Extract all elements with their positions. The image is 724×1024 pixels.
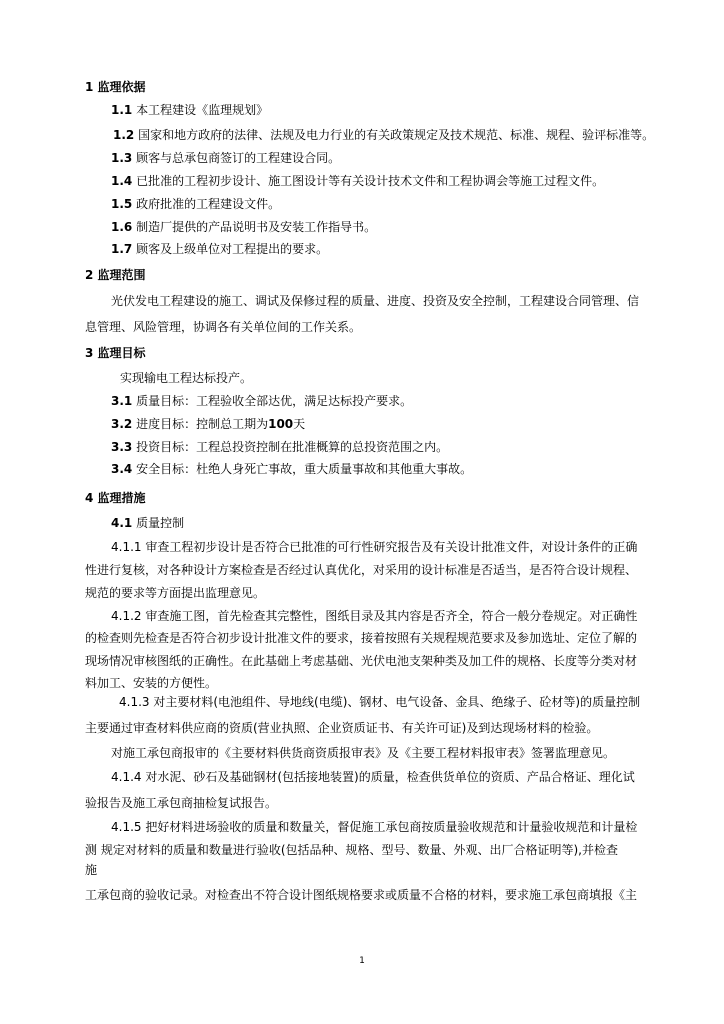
item-text-tail: 天 [293, 417, 306, 431]
item-1-6 [111, 219, 376, 235]
paragraph-line: 工承包商的验收记录。对检查出不符合设计图纸规格要求或质量不合格的材料，要求施工承包商填报《主 [85, 888, 638, 902]
item-3-4 [111, 461, 472, 477]
paragraph-line: 光伏发电工程建设的施工、调试及保修过程的质量、进度、投资及安全控制，工程建设合同管理、信 [111, 294, 640, 308]
paragraph-line: 4.1.1 审查工程初步设计是否符合已批准的可行性研究报告及有关设计批准文件，对设计条件的正确 [111, 540, 638, 554]
item-1-1 [111, 102, 268, 118]
item-number: 3.3 [111, 440, 133, 454]
item-text: 进度目标：控制总工期为 [136, 417, 269, 431]
section-3-intro: 实现输电工程达标投产。 [120, 371, 253, 385]
subsection-title: 质量控制 [136, 516, 185, 530]
item-1-3 [111, 150, 340, 166]
subsection-4-1 [111, 515, 184, 531]
paragraph-line: 料加工、安装的方便性。 [85, 676, 218, 690]
paragraph-line: 验报告及施工承包商抽检复试报告。 [85, 796, 278, 810]
item-text: 本工程建设《监理规划》 [136, 103, 269, 117]
item-number: 1.2 [113, 128, 135, 142]
section-4-heading: 4 监理措施 [85, 491, 146, 505]
item-number: 1.3 [111, 151, 133, 165]
item-1-4 [111, 173, 604, 189]
item-number: 1.7 [111, 242, 133, 256]
item-number: 1.1 [111, 103, 133, 117]
item-text: 制造厂提供的产品说明书及安装工作指导书。 [136, 220, 377, 234]
paragraph-line: 的检查则先检查是否符合初步设计批准文件的要求，接着按照有关规程规范要求及参加选址、定位了解的 [85, 631, 638, 645]
item-number: 4.1 [111, 516, 133, 530]
page-number: 1 [359, 956, 365, 966]
item-3-1 [111, 393, 412, 409]
item-text: 已批准的工程初步设计、施工图设计等有关设计技术文件和工程协调会等施工过程文件。 [136, 174, 605, 188]
item-1-2 [113, 127, 654, 143]
paragraph-line: 4.1.2 审查施工图，首先检查其完整性，图纸目录及其内容是否齐全，符合一般分卷规定。对正确性 [111, 609, 638, 623]
item-text: 安全目标：杜绝人身死亡事故，重大质量事故和其他重大事故。 [136, 462, 473, 476]
item-1-5 [111, 196, 280, 212]
item-number: 3.2 [111, 417, 133, 431]
item-number: 1.6 [111, 220, 133, 234]
item-3-3 [111, 439, 448, 455]
paragraph-line: 4.1.5 把好材料进场验收的质量和数量关，督促施工承包商按质量验收规范和计量验收规范和计量检 [111, 820, 638, 834]
section-1-heading: 1 监理依据 [85, 80, 146, 94]
paragraph-line: 4.1.4 对水泥、砂石及基础钢材(包括接地装置)的质量，检查供货单位的资质、产品合格证、理化试 [111, 770, 635, 784]
section-3-heading: 3 监理目标 [85, 346, 146, 360]
item-text: 顾客与总承包商签订的工程建设合同。 [136, 151, 341, 165]
paragraph-line: 息管理、风险管理，协调各有关单位间的工作关系。 [85, 320, 362, 334]
paragraph-line: 主要通过审查材料供应商的资质(营业执照、企业资质证书、有关许可证)及到达现场材料的检验。 [85, 721, 599, 735]
paragraph-line: 对施工承包商报审的《主要材料供货商资质报审表》及《主要工程材料报审表》签署监理意见。 [111, 746, 616, 760]
item-text: 国家和地方政府的法律、法规及电力行业的有关政策规定及技术规范、标准、规程、验评标准等。 [138, 128, 655, 142]
item-number: 3.1 [111, 394, 133, 408]
paragraph-line: 测 规定对材料的质量和数量进行验收(包括品种、规格、型号、数量、外观、出厂合格证明等),并检查 [85, 843, 618, 857]
item-1-7 [111, 241, 328, 257]
item-number: 3.4 [111, 462, 133, 476]
item-text: 投资目标：工程总投资控制在批准概算的总投资范围之内。 [136, 440, 449, 454]
paragraph-line: 施 [85, 863, 98, 877]
item-number: 1.4 [111, 174, 133, 188]
item-number: 1.5 [111, 197, 133, 211]
item-text: 政府批准的工程建设文件。 [136, 197, 281, 211]
item-3-2 [111, 416, 305, 432]
paragraph-line: 规范的要求等方面提出监理意见。 [85, 586, 266, 600]
item-text: 质量目标：工程验收全部达优，满足达标投产要求。 [136, 394, 413, 408]
item-text: 顾客及上级单位对工程提出的要求。 [136, 242, 329, 256]
paragraph-line: 4.1.3 对主要材料(电池组件、导地线(电缆)、钢材、电气设备、金具、绝缘子、砼材等)的质量控制 [119, 695, 641, 709]
item-bold-value: 100 [268, 417, 294, 431]
paragraph-line: 性进行复核，对各种设计方案检查是否经过认真优化，对采用的设计标准是否适当，是否符合设计规程、 [85, 563, 638, 577]
paragraph-line: 现场情况审核图纸的正确性。在此基础上考虑基础、光伏电池支架种类及加工件的规格、长度等分类对材 [85, 654, 638, 668]
section-2-heading: 2 监理范围 [85, 268, 146, 282]
